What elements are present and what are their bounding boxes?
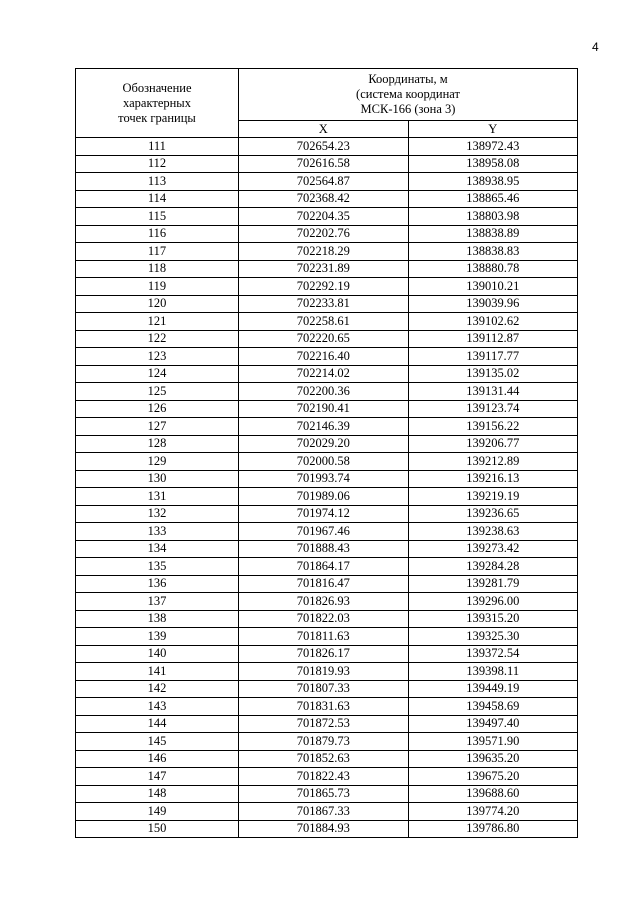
x-coordinate-cell: 701879.73 bbox=[239, 733, 409, 751]
x-coordinate-cell: 702564.87 bbox=[239, 173, 409, 191]
table-row bbox=[76, 208, 578, 226]
point-number-cell: 141 bbox=[76, 663, 239, 681]
table-row bbox=[76, 558, 578, 576]
x-coordinate-cell: 701826.93 bbox=[239, 593, 409, 611]
table-row bbox=[76, 435, 578, 453]
table-row bbox=[76, 225, 578, 243]
point-number-cell: 146 bbox=[76, 750, 239, 768]
table-row bbox=[76, 313, 578, 331]
y-coordinate-cell: 138938.95 bbox=[408, 173, 578, 191]
table-row bbox=[76, 820, 578, 838]
y-coordinate-cell: 139131.44 bbox=[408, 383, 578, 401]
x-coordinate-cell: 702233.81 bbox=[239, 295, 409, 313]
coordinates-table bbox=[75, 68, 578, 838]
table-row bbox=[76, 243, 578, 261]
point-number-cell: 147 bbox=[76, 768, 239, 786]
y-coordinate-cell: 139571.90 bbox=[408, 733, 578, 751]
point-number-cell: 145 bbox=[76, 733, 239, 751]
table-row bbox=[76, 453, 578, 471]
y-coordinate-cell: 139238.63 bbox=[408, 523, 578, 541]
y-coordinate-cell: 139635.20 bbox=[408, 750, 578, 768]
y-coordinate-cell: 138838.89 bbox=[408, 225, 578, 243]
table-row bbox=[76, 173, 578, 191]
y-coordinate-cell: 139273.42 bbox=[408, 540, 578, 558]
table-row bbox=[76, 803, 578, 821]
page-number: 4 bbox=[592, 40, 599, 54]
x-coordinate-cell: 701967.46 bbox=[239, 523, 409, 541]
y-coordinate-cell: 139102.62 bbox=[408, 313, 578, 331]
x-coordinate-cell: 702200.36 bbox=[239, 383, 409, 401]
point-number-cell: 144 bbox=[76, 715, 239, 733]
point-number-cell: 150 bbox=[76, 820, 239, 838]
y-coordinate-cell: 139449.19 bbox=[408, 680, 578, 698]
point-number-cell: 119 bbox=[76, 278, 239, 296]
x-coordinate-cell: 701822.43 bbox=[239, 768, 409, 786]
x-coordinate-cell: 701816.47 bbox=[239, 575, 409, 593]
x-coordinate-cell: 702202.76 bbox=[239, 225, 409, 243]
y-coordinate-cell: 139296.00 bbox=[408, 593, 578, 611]
y-coordinate-cell: 139786.80 bbox=[408, 820, 578, 838]
table-header bbox=[76, 69, 578, 138]
y-coordinate-cell: 138865.46 bbox=[408, 190, 578, 208]
y-coordinate-cell: 139398.11 bbox=[408, 663, 578, 681]
x-coordinate-cell: 702029.20 bbox=[239, 435, 409, 453]
point-number-cell: 117 bbox=[76, 243, 239, 261]
y-coordinate-cell: 139281.79 bbox=[408, 575, 578, 593]
x-coordinate-cell: 701888.43 bbox=[239, 540, 409, 558]
x-coordinate-cell: 702292.19 bbox=[239, 278, 409, 296]
y-coordinate-cell: 139315.20 bbox=[408, 610, 578, 628]
table-row bbox=[76, 418, 578, 436]
y-coordinate-cell: 139236.65 bbox=[408, 505, 578, 523]
header-y: Y bbox=[408, 121, 578, 138]
table-row bbox=[76, 365, 578, 383]
x-coordinate-cell: 702368.42 bbox=[239, 190, 409, 208]
table-row bbox=[76, 540, 578, 558]
x-coordinate-cell: 701811.63 bbox=[239, 628, 409, 646]
x-coordinate-cell: 701872.53 bbox=[239, 715, 409, 733]
point-number-cell: 133 bbox=[76, 523, 239, 541]
point-number-cell: 140 bbox=[76, 645, 239, 663]
x-coordinate-cell: 702220.65 bbox=[239, 330, 409, 348]
table-row bbox=[76, 680, 578, 698]
y-coordinate-cell: 139774.20 bbox=[408, 803, 578, 821]
point-number-cell: 127 bbox=[76, 418, 239, 436]
point-number-cell: 142 bbox=[76, 680, 239, 698]
table-row bbox=[76, 190, 578, 208]
y-coordinate-cell: 138958.08 bbox=[408, 155, 578, 173]
table-row bbox=[76, 138, 578, 156]
table-row bbox=[76, 383, 578, 401]
x-coordinate-cell: 701826.17 bbox=[239, 645, 409, 663]
table-row bbox=[76, 470, 578, 488]
point-number-cell: 121 bbox=[76, 313, 239, 331]
table-row bbox=[76, 348, 578, 366]
x-coordinate-cell: 701819.93 bbox=[239, 663, 409, 681]
x-coordinate-cell: 702654.23 bbox=[239, 138, 409, 156]
table-row bbox=[76, 505, 578, 523]
y-coordinate-cell: 139135.02 bbox=[408, 365, 578, 383]
y-coordinate-cell: 139216.13 bbox=[408, 470, 578, 488]
table-row bbox=[76, 698, 578, 716]
y-coordinate-cell: 139284.28 bbox=[408, 558, 578, 576]
y-coordinate-cell: 139325.30 bbox=[408, 628, 578, 646]
point-number-cell: 143 bbox=[76, 698, 239, 716]
y-coordinate-cell: 138803.98 bbox=[408, 208, 578, 226]
point-number-cell: 139 bbox=[76, 628, 239, 646]
table-row bbox=[76, 715, 578, 733]
table-row bbox=[76, 645, 578, 663]
x-coordinate-cell: 702214.02 bbox=[239, 365, 409, 383]
x-coordinate-cell: 702218.29 bbox=[239, 243, 409, 261]
x-coordinate-cell: 701993.74 bbox=[239, 470, 409, 488]
table-body bbox=[76, 138, 578, 838]
x-coordinate-cell: 701974.12 bbox=[239, 505, 409, 523]
x-coordinate-cell: 702258.61 bbox=[239, 313, 409, 331]
table-row bbox=[76, 785, 578, 803]
header-coordinates: Координаты, м (система координат МСК-166 (зона 3) bbox=[239, 69, 578, 121]
table-row bbox=[76, 278, 578, 296]
point-number-cell: 122 bbox=[76, 330, 239, 348]
x-coordinate-cell: 701865.73 bbox=[239, 785, 409, 803]
y-coordinate-cell: 139039.96 bbox=[408, 295, 578, 313]
x-coordinate-cell: 702216.40 bbox=[239, 348, 409, 366]
y-coordinate-cell: 139372.54 bbox=[408, 645, 578, 663]
x-coordinate-cell: 702000.58 bbox=[239, 453, 409, 471]
table-row bbox=[76, 593, 578, 611]
x-coordinate-cell: 701822.03 bbox=[239, 610, 409, 628]
y-coordinate-cell: 139688.60 bbox=[408, 785, 578, 803]
table-row bbox=[76, 733, 578, 751]
table-row bbox=[76, 575, 578, 593]
point-number-cell: 149 bbox=[76, 803, 239, 821]
x-coordinate-cell: 702231.89 bbox=[239, 260, 409, 278]
table-row bbox=[76, 628, 578, 646]
point-number-cell: 131 bbox=[76, 488, 239, 506]
x-coordinate-cell: 701867.33 bbox=[239, 803, 409, 821]
x-coordinate-cell: 701852.63 bbox=[239, 750, 409, 768]
x-coordinate-cell: 702616.58 bbox=[239, 155, 409, 173]
y-coordinate-cell: 139010.21 bbox=[408, 278, 578, 296]
table-row bbox=[76, 295, 578, 313]
y-coordinate-cell: 138838.83 bbox=[408, 243, 578, 261]
point-number-cell: 132 bbox=[76, 505, 239, 523]
table-row bbox=[76, 260, 578, 278]
y-coordinate-cell: 139675.20 bbox=[408, 768, 578, 786]
y-coordinate-cell: 139458.69 bbox=[408, 698, 578, 716]
x-coordinate-cell: 701831.63 bbox=[239, 698, 409, 716]
point-number-cell: 116 bbox=[76, 225, 239, 243]
point-number-cell: 129 bbox=[76, 453, 239, 471]
point-number-cell: 137 bbox=[76, 593, 239, 611]
point-number-cell: 112 bbox=[76, 155, 239, 173]
point-number-cell: 148 bbox=[76, 785, 239, 803]
y-coordinate-cell: 139212.89 bbox=[408, 453, 578, 471]
point-number-cell: 125 bbox=[76, 383, 239, 401]
point-number-cell: 126 bbox=[76, 400, 239, 418]
header-x: X bbox=[239, 121, 409, 138]
y-coordinate-cell: 139112.87 bbox=[408, 330, 578, 348]
point-number-cell: 134 bbox=[76, 540, 239, 558]
table-row bbox=[76, 750, 578, 768]
point-number-cell: 113 bbox=[76, 173, 239, 191]
point-number-cell: 136 bbox=[76, 575, 239, 593]
x-coordinate-cell: 701989.06 bbox=[239, 488, 409, 506]
y-coordinate-cell: 139206.77 bbox=[408, 435, 578, 453]
x-coordinate-cell: 702146.39 bbox=[239, 418, 409, 436]
table-row bbox=[76, 768, 578, 786]
table-row bbox=[76, 610, 578, 628]
point-number-cell: 118 bbox=[76, 260, 239, 278]
y-coordinate-cell: 139123.74 bbox=[408, 400, 578, 418]
y-coordinate-cell: 139117.77 bbox=[408, 348, 578, 366]
point-number-cell: 135 bbox=[76, 558, 239, 576]
y-coordinate-cell: 138880.78 bbox=[408, 260, 578, 278]
y-coordinate-cell: 139497.40 bbox=[408, 715, 578, 733]
table-row bbox=[76, 663, 578, 681]
point-number-cell: 128 bbox=[76, 435, 239, 453]
point-number-cell: 120 bbox=[76, 295, 239, 313]
point-number-cell: 130 bbox=[76, 470, 239, 488]
point-number-cell: 138 bbox=[76, 610, 239, 628]
x-coordinate-cell: 701864.17 bbox=[239, 558, 409, 576]
point-number-cell: 124 bbox=[76, 365, 239, 383]
point-number-cell: 114 bbox=[76, 190, 239, 208]
y-coordinate-cell: 139156.22 bbox=[408, 418, 578, 436]
point-number-cell: 115 bbox=[76, 208, 239, 226]
table-row bbox=[76, 400, 578, 418]
table-row bbox=[76, 330, 578, 348]
x-coordinate-cell: 702190.41 bbox=[239, 400, 409, 418]
table-row bbox=[76, 488, 578, 506]
header-point-designation: Обозначение характерных точек границы bbox=[76, 69, 239, 138]
point-number-cell: 123 bbox=[76, 348, 239, 366]
x-coordinate-cell: 701884.93 bbox=[239, 820, 409, 838]
point-number-cell: 111 bbox=[76, 138, 239, 156]
x-coordinate-cell: 701807.33 bbox=[239, 680, 409, 698]
y-coordinate-cell: 139219.19 bbox=[408, 488, 578, 506]
table-row bbox=[76, 523, 578, 541]
y-coordinate-cell: 138972.43 bbox=[408, 138, 578, 156]
x-coordinate-cell: 702204.35 bbox=[239, 208, 409, 226]
table-row bbox=[76, 155, 578, 173]
